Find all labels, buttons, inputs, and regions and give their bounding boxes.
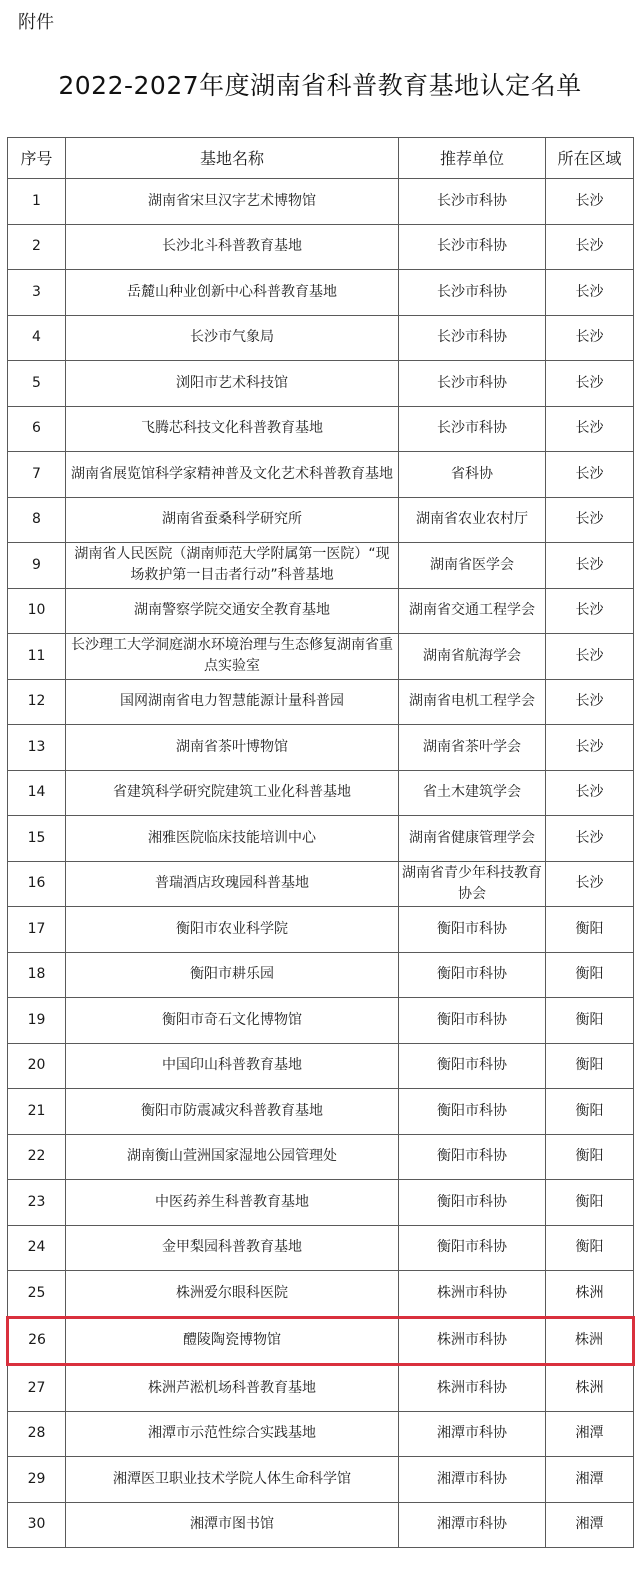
table-row: [8, 725, 634, 771]
table-row: [8, 588, 634, 634]
cell-unit: 湖南省电机工程学会: [399, 679, 546, 725]
table-row: [8, 1411, 634, 1457]
cell-area: 长沙: [546, 224, 634, 270]
cell-unit: 湖南省青少年科技教育协会: [399, 861, 546, 907]
cell-name: 衡阳市奇石文化博物馆: [66, 998, 399, 1044]
cell-area: 湘潭: [546, 1502, 634, 1548]
cell-area: 长沙: [546, 588, 634, 634]
cell-seq: 3: [8, 270, 66, 316]
cell-area: 株洲: [546, 1317, 634, 1365]
cell-name: 湖南省展览馆科学家精神普及文化艺术科普教育基地: [66, 452, 399, 498]
cell-area: 长沙: [546, 861, 634, 907]
table-row: [8, 179, 634, 225]
cell-area: 衡阳: [546, 1134, 634, 1180]
cell-area: 衡阳: [546, 1089, 634, 1135]
cell-name: 省建筑科学研究院建筑工业化科普基地: [66, 770, 399, 816]
cell-seq: 24: [8, 1225, 66, 1271]
cell-unit: 衡阳市科协: [399, 1180, 546, 1226]
cell-seq: 1: [8, 179, 66, 225]
table-row: [8, 634, 634, 680]
cell-name: 长沙理工大学洞庭湖水环境治理与生态修复湖南省重点实验室: [66, 634, 399, 680]
table-row: [8, 406, 634, 452]
roster-table: [6, 137, 635, 1548]
cell-seq: 21: [8, 1089, 66, 1135]
cell-area: 衡阳: [546, 952, 634, 998]
cell-seq: 20: [8, 1043, 66, 1089]
cell-area: 衡阳: [546, 1043, 634, 1089]
cell-name: 衡阳市防震减灾科普教育基地: [66, 1089, 399, 1135]
cell-area: 长沙: [546, 361, 634, 407]
cell-seq: 6: [8, 406, 66, 452]
cell-name: 株洲爱尔眼科医院: [66, 1271, 399, 1318]
table-row: [8, 361, 634, 407]
cell-name: 国网湖南省电力智慧能源计量科普园: [66, 679, 399, 725]
cell-area: 长沙: [546, 679, 634, 725]
cell-name: 湘潭市示范性综合实践基地: [66, 1411, 399, 1457]
cell-unit: 湖南省农业农村厅: [399, 497, 546, 543]
table-row: [8, 679, 634, 725]
cell-name: 岳麓山种业创新中心科普教育基地: [66, 270, 399, 316]
cell-area: 衡阳: [546, 1225, 634, 1271]
table-row: [8, 1271, 634, 1318]
table-row: [8, 770, 634, 816]
table-row: [8, 1365, 634, 1412]
cell-name: 浏阳市艺术科技馆: [66, 361, 399, 407]
table-row: [8, 224, 634, 270]
cell-area: 长沙: [546, 634, 634, 680]
table-row: [8, 816, 634, 862]
cell-unit: 衡阳市科协: [399, 907, 546, 953]
cell-unit: 长沙市科协: [399, 224, 546, 270]
cell-unit: 湘潭市科协: [399, 1411, 546, 1457]
cell-area: 长沙: [546, 270, 634, 316]
table-header-row: [8, 138, 634, 179]
table-row: [8, 1457, 634, 1503]
cell-seq: 15: [8, 816, 66, 862]
cell-area: 长沙: [546, 406, 634, 452]
cell-name: 衡阳市耕乐园: [66, 952, 399, 998]
cell-seq: 10: [8, 588, 66, 634]
cell-seq: 19: [8, 998, 66, 1044]
cell-name: 湖南省人民医院（湖南师范大学附属第一医院）“现场救护第一目击者行动”科普基地: [66, 543, 399, 589]
cell-name: 长沙市气象局: [66, 315, 399, 361]
cell-unit: 株洲市科协: [399, 1271, 546, 1318]
table-row: [8, 1502, 634, 1548]
cell-seq: 8: [8, 497, 66, 543]
cell-seq: 13: [8, 725, 66, 771]
cell-area: 衡阳: [546, 1180, 634, 1226]
table-row: [8, 998, 634, 1044]
cell-seq: 30: [8, 1502, 66, 1548]
header-name: 基地名称: [66, 138, 399, 179]
cell-area: 衡阳: [546, 907, 634, 953]
table-row: [8, 1225, 634, 1271]
cell-area: 湘潭: [546, 1411, 634, 1457]
table-row: [8, 543, 634, 589]
cell-unit: 湘潭市科协: [399, 1457, 546, 1503]
cell-seq: 4: [8, 315, 66, 361]
table-row: [8, 1317, 634, 1365]
cell-name: 湘潭医卫职业技术学院人体生命科学馆: [66, 1457, 399, 1503]
cell-seq: 28: [8, 1411, 66, 1457]
cell-area: 长沙: [546, 452, 634, 498]
cell-name: 湖南省茶叶博物馆: [66, 725, 399, 771]
cell-unit: 湖南省健康管理学会: [399, 816, 546, 862]
cell-seq: 23: [8, 1180, 66, 1226]
cell-name: 湘潭市图书馆: [66, 1502, 399, 1548]
cell-area: 长沙: [546, 179, 634, 225]
cell-area: 衡阳: [546, 998, 634, 1044]
cell-seq: 25: [8, 1271, 66, 1318]
cell-name: 湘雅医院临床技能培训中心: [66, 816, 399, 862]
cell-name: 湖南省宋旦汉字艺术博物馆: [66, 179, 399, 225]
cell-name: 湖南省蚕桑科学研究所: [66, 497, 399, 543]
cell-unit: 衡阳市科协: [399, 1043, 546, 1089]
cell-seq: 18: [8, 952, 66, 998]
cell-unit: 湘潭市科协: [399, 1502, 546, 1548]
cell-name: 中国印山科普教育基地: [66, 1043, 399, 1089]
cell-unit: 长沙市科协: [399, 315, 546, 361]
cell-seq: 12: [8, 679, 66, 725]
cell-unit: 株洲市科协: [399, 1317, 546, 1365]
attachment-label: 附件: [18, 12, 54, 33]
cell-seq: 27: [8, 1365, 66, 1412]
cell-unit: 长沙市科协: [399, 270, 546, 316]
cell-area: 长沙: [546, 770, 634, 816]
cell-seq: 26: [8, 1317, 66, 1365]
cell-unit: 衡阳市科协: [399, 998, 546, 1044]
cell-unit: 衡阳市科协: [399, 952, 546, 998]
cell-seq: 16: [8, 861, 66, 907]
table-row: [8, 315, 634, 361]
cell-unit: 衡阳市科协: [399, 1225, 546, 1271]
cell-unit: 株洲市科协: [399, 1365, 546, 1412]
cell-unit: 湖南省医学会: [399, 543, 546, 589]
cell-unit: 湖南省航海学会: [399, 634, 546, 680]
cell-unit: 衡阳市科协: [399, 1134, 546, 1180]
cell-unit: 长沙市科协: [399, 406, 546, 452]
cell-area: 湘潭: [546, 1457, 634, 1503]
cell-unit: 湖南省交通工程学会: [399, 588, 546, 634]
table-row: [8, 270, 634, 316]
cell-name: 金甲梨园科普教育基地: [66, 1225, 399, 1271]
header-seq: 序号: [8, 138, 66, 179]
table-body: [8, 179, 634, 1548]
cell-unit: 省科协: [399, 452, 546, 498]
table-row: [8, 1180, 634, 1226]
document-title: 2022-2027年度湖南省科普教育基地认定名单: [58, 71, 582, 100]
cell-name: 中医药养生科普教育基地: [66, 1180, 399, 1226]
cell-seq: 29: [8, 1457, 66, 1503]
cell-name: 湖南警察学院交通安全教育基地: [66, 588, 399, 634]
table-row: [8, 1089, 634, 1135]
cell-unit: 长沙市科协: [399, 179, 546, 225]
table-row: [8, 497, 634, 543]
cell-area: 长沙: [546, 816, 634, 862]
cell-area: 长沙: [546, 543, 634, 589]
header-unit: 推荐单位: [399, 138, 546, 179]
table-row: [8, 952, 634, 998]
cell-area: 株洲: [546, 1271, 634, 1318]
cell-area: 长沙: [546, 497, 634, 543]
cell-name: 湖南衡山萱洲国家湿地公园管理处: [66, 1134, 399, 1180]
cell-name: 普瑞酒店玫瑰园科普基地: [66, 861, 399, 907]
cell-seq: 14: [8, 770, 66, 816]
cell-seq: 22: [8, 1134, 66, 1180]
cell-name: 株洲芦淞机场科普教育基地: [66, 1365, 399, 1412]
table-row: [8, 452, 634, 498]
header-area: 所在区域: [546, 138, 634, 179]
table-row: [8, 861, 634, 907]
table-row: [8, 907, 634, 953]
table-row: [8, 1134, 634, 1180]
table-row: [8, 1043, 634, 1089]
cell-name: 飞腾芯科技文化科普教育基地: [66, 406, 399, 452]
cell-unit: 长沙市科协: [399, 361, 546, 407]
cell-area: 长沙: [546, 315, 634, 361]
cell-name: 衡阳市农业科学院: [66, 907, 399, 953]
cell-area: 长沙: [546, 725, 634, 771]
cell-seq: 17: [8, 907, 66, 953]
cell-seq: 2: [8, 224, 66, 270]
cell-seq: 9: [8, 543, 66, 589]
cell-seq: 11: [8, 634, 66, 680]
cell-area: 株洲: [546, 1365, 634, 1412]
cell-seq: 5: [8, 361, 66, 407]
cell-seq: 7: [8, 452, 66, 498]
cell-name: 醴陵陶瓷博物馆: [66, 1317, 399, 1365]
cell-unit: 省土木建筑学会: [399, 770, 546, 816]
cell-unit: 湖南省茶叶学会: [399, 725, 546, 771]
cell-unit: 衡阳市科协: [399, 1089, 546, 1135]
cell-name: 长沙北斗科普教育基地: [66, 224, 399, 270]
